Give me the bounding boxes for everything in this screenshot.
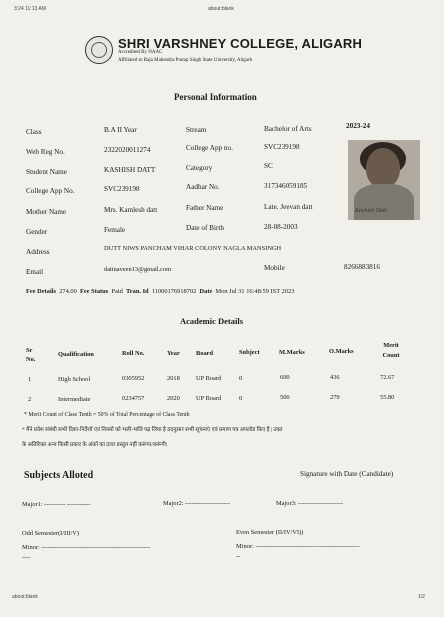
odd-semester-label: Odd Semester(I/III/V) <box>22 530 79 537</box>
father-name-label: Father Name <box>186 204 224 212</box>
address-value: DUTT NIWS PANCHAM VIHAR COLONY NAGLA MANSINGH <box>104 245 282 252</box>
college-logo-icon <box>85 36 113 64</box>
tran-id-label: Tran. Id <box>126 288 149 295</box>
minor-right-line-2: -- <box>236 553 241 560</box>
row2-board: UP Board <box>196 395 222 402</box>
dob-value: 28-08-2003 <box>264 223 298 231</box>
col-year: Year <box>167 350 180 357</box>
student-name-label: Student Name <box>26 168 67 176</box>
college-app-label: College App no. <box>186 144 233 152</box>
row1-sr: 1 <box>28 376 32 383</box>
fee-value: 274.00 <box>59 288 77 295</box>
row2-subject: 0 <box>239 395 243 402</box>
col-qualification: Qualification <box>58 351 94 358</box>
subjects-heading: Subjects Alloted <box>24 470 94 481</box>
mobile-value: 8266883816 <box>344 263 380 271</box>
gender-value: Female <box>104 226 126 234</box>
print-footer-url: about:blank <box>12 594 38 600</box>
minor-right-line: Minor: ------------------------------------------------- <box>236 543 360 550</box>
fee-status-value: Paid <box>111 288 123 295</box>
webreg-label: Web Reg No. <box>26 148 65 156</box>
major3-line: Major3: --------------------- <box>276 500 343 507</box>
class-label: Class <box>26 128 42 136</box>
mother-name-value: Mrs. Kamlesh datt <box>104 206 158 214</box>
college-app-value: SVC239198 <box>264 143 300 151</box>
college-accreditation: Accredited By NAAC <box>118 50 163 55</box>
session-value: 2023-24 <box>346 122 370 130</box>
stream-value: Bachelor of Arts <box>264 125 312 133</box>
row2-sr: 2 <box>28 396 32 403</box>
print-header-title: about:blank <box>208 6 234 12</box>
print-footer-page: 1/2 <box>418 594 425 600</box>
col-omarks: O.Marks <box>329 348 354 355</box>
row2-omarks: 279 <box>330 394 340 401</box>
email-value: dattnaveen13@gmail.com <box>104 266 172 273</box>
row1-board: UP Board <box>196 375 222 382</box>
student-signature: Kashish Datt <box>355 208 387 214</box>
row2-mmarks: 500 <box>280 394 290 401</box>
row2-year: 2020 <box>167 395 180 402</box>
dob-label: Date of Birth <box>186 224 224 232</box>
even-semester-label: Even Semester (II/IV/VI)) <box>236 529 304 536</box>
row1-subject: 0 <box>239 375 243 382</box>
fee-label: Fee Details <box>26 288 56 295</box>
col-board: Board <box>196 350 214 357</box>
minor-left-line: Minor: --------------------------------------------------- <box>22 544 150 551</box>
aadhar-value: 317346059185 <box>264 182 308 190</box>
mother-name-label: Mother Name <box>26 208 67 216</box>
address-label: Address <box>26 248 50 256</box>
declaration-line-1: * मैंने प्रवेश संबंधी सभी दिशा-निर्देशों एवं नियमों को भली-भांति पढ़ लिया है तदनुसार सभी सूचनाएं एवं प्रमाण पत्र अपलोड किए हैं | उक्त <box>22 427 283 433</box>
mobile-label: Mobile <box>264 264 285 272</box>
student-name-value: KASHISH DATT <box>104 166 156 174</box>
row1-mmarks: 600 <box>280 374 290 381</box>
col-merit: Merit Count <box>382 342 400 359</box>
class-value: B.A II Year <box>104 126 137 134</box>
col-subject: Subject <box>239 349 260 356</box>
college-name: SHRI VARSHNEY COLLEGE, ALIGARH <box>118 36 363 51</box>
category-label: Category <box>186 164 213 172</box>
row2-qualification: Intermediate <box>58 396 91 403</box>
gender-label: Gender <box>26 228 48 236</box>
personal-info-heading: Personal Information <box>174 92 257 102</box>
date-label: Date <box>199 288 213 295</box>
row2-merit: 55.80 <box>380 394 395 401</box>
fee-status-label: Fee Status <box>79 288 109 295</box>
college-app2-label: College App No. <box>26 187 75 195</box>
category-value: SC <box>264 162 273 170</box>
fee-details-row <box>26 288 294 295</box>
date-value: Mon Jul 31 16:48:59 IST 2023 <box>215 288 295 295</box>
email-label: Email <box>26 268 44 276</box>
academic-heading: Academic Details <box>180 316 244 326</box>
row1-merit: 72.67 <box>380 374 395 381</box>
major2-line: Major2: --------------------- <box>163 500 230 507</box>
col-roll: Roll No. <box>122 350 145 357</box>
row1-omarks: 436 <box>330 374 340 381</box>
row1-year: 2018 <box>167 375 180 382</box>
father-name-value: Late. Jeevan datt <box>264 203 313 211</box>
row1-qualification: High School <box>58 376 91 383</box>
merit-note: * Merit Count of Class Tenth = 50% of Total Percentage of Class Tenth <box>24 412 190 418</box>
major1-line: Major1: ---------- ----------- <box>22 501 91 508</box>
print-header-time: 3:24 11:13 AM <box>14 6 46 12</box>
college-app2-value: SVC239198 <box>104 185 140 193</box>
candidate-signature-label: Signature with Date (Candidate) <box>300 470 394 478</box>
row2-roll: 0234757 <box>122 395 145 402</box>
declaration-line-2: के अतिरिक्त अन्य किसी प्रकार के अंकों का दावा प्रस्तुत नहीं करूंगा/करूंगी| <box>22 442 167 448</box>
aadhar-label: Aadhar No. <box>186 183 220 191</box>
col-sr: Sr No. <box>26 347 36 363</box>
col-mmarks: M.Marks <box>279 349 305 356</box>
minor-left-line-2: ---- <box>22 554 31 561</box>
college-affiliation: Affiliated to Raja Mahendra Pratap Singh State University, Aligarh <box>118 58 253 63</box>
stream-label: Stream <box>186 126 207 134</box>
tran-id-value: 11000176918702 <box>151 288 197 295</box>
row1-roll: 0305952 <box>122 375 145 382</box>
webreg-value: 2322020011274 <box>104 146 151 154</box>
